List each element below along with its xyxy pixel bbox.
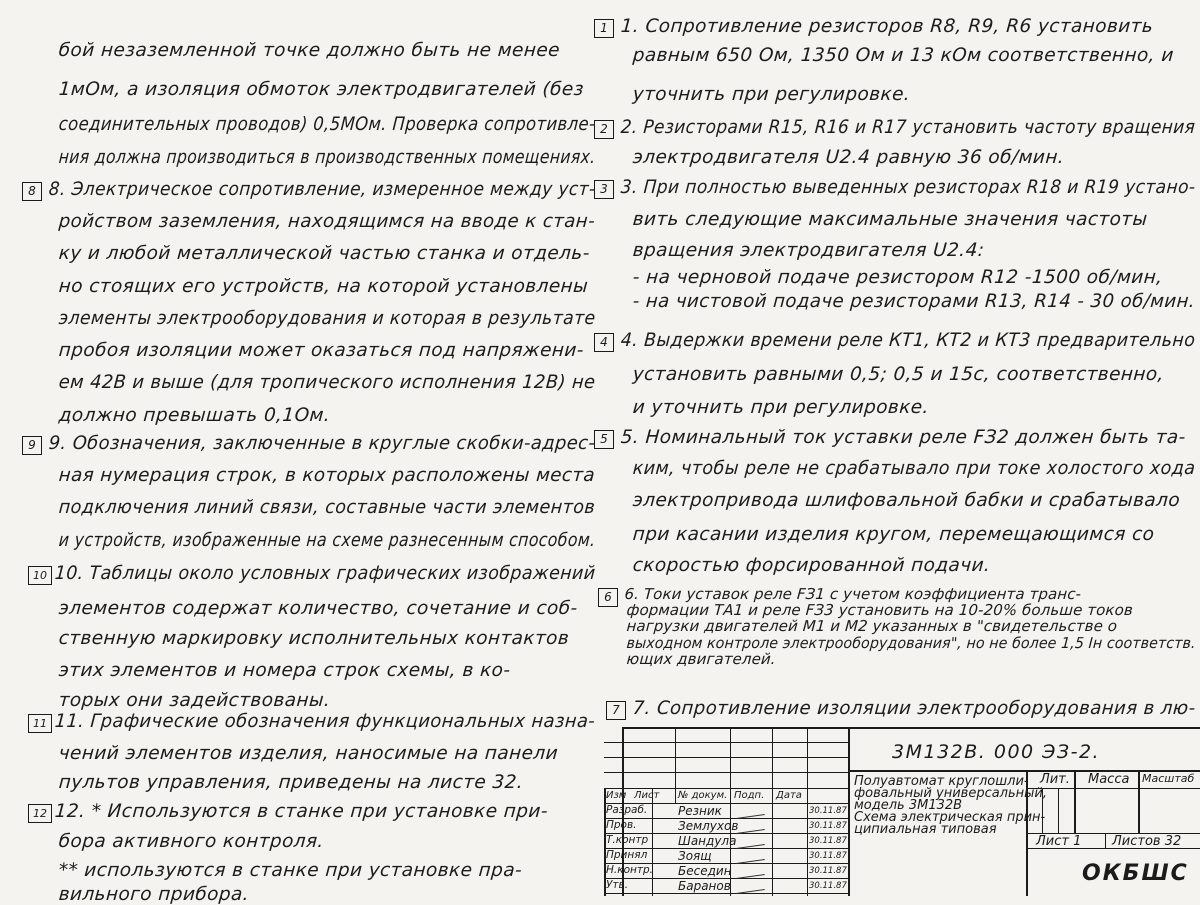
right-text-line: 5. Номинальный ток уставки реле FЗ2 должен быть та- (620, 427, 1187, 448)
signoff-date: 30.11.87 (809, 881, 847, 891)
right-text-line: при касании изделия кругом, перемещающимся со (632, 524, 1156, 545)
sheets-label: Листов 32 (1112, 834, 1182, 849)
signoff-name: Беседин (678, 864, 732, 878)
right-item-number-box: 6 (598, 588, 618, 607)
left-text-line: ** используются в станке при установке пра- (58, 860, 523, 881)
left-text-line: и устройств, изображенные на схеме разнесенным способом. (58, 530, 597, 551)
signoff-name: Баранов (678, 879, 731, 893)
revision-header-cell: Лист (634, 790, 660, 801)
left-text-line: но стоящих его устройств, на которой установлены (58, 276, 589, 297)
left-text-line: 8. Электрическое сопротивление, измеренное между уст- (48, 179, 597, 200)
signoff-role: Н.контр. (606, 864, 653, 876)
signoff-name: Зоящ (678, 849, 712, 863)
right-text-line: уточнить при регулировке. (632, 84, 911, 105)
right-text-line: вращения электродвигателя U2.4: (632, 240, 986, 261)
product-name-line: модель 3М132В (854, 798, 963, 813)
right-text-line: электропривода шлифовальной бабки и срабатывало (632, 490, 1181, 511)
signoff-date: 30.11.87 (809, 866, 847, 876)
signoff-role: Разраб. (606, 804, 648, 816)
left-text-line: 1мОм, а изоляция обмоток электродвигателей (без (58, 79, 585, 100)
signoff-date: 30.11.87 (809, 821, 847, 831)
left-item-number-box: 10 (28, 566, 52, 585)
right-text-line: выходном контроле электрооборудования", но не более 1,5 Iн соответств. (626, 634, 1197, 652)
left-item-number-box: 12 (28, 804, 52, 823)
signoff-name: Резник (678, 804, 722, 818)
revision-header-cell: Изм (606, 790, 627, 801)
right-text-line: - на черновой подаче резистором R12 -1500 об/мин, (632, 267, 1164, 288)
left-text-line: ственную маркировку исполнительных контактов (58, 628, 570, 649)
left-text-line: 9. Обозначения, заключенные в круглые скобки-адрес- (48, 433, 597, 454)
left-text-line: ния должна производиться в производственных помещениях. (58, 147, 597, 168)
left-text-line: должно превышать 0,1Ом. (58, 405, 331, 426)
left-text-line: вильного прибора. (58, 884, 250, 905)
signoff-role: Принял (606, 849, 648, 861)
signoff-date: 30.11.87 (809, 836, 847, 846)
left-text-line: пробоя изоляции может оказаться под напряжени- (58, 340, 585, 361)
right-text-line: 4. Выдержки времени реле КТ1, КТ2 и КТ3 предварительно (620, 330, 1197, 351)
department-code: ОКБШС (1082, 861, 1189, 886)
left-item-number-box: 11 (28, 714, 52, 733)
revision-header-cell: Подп. (734, 790, 765, 801)
right-text-line: формации ТА1 и реле FЗ3 установить на 10-20% больше токов (626, 601, 1134, 619)
title-block (606, 727, 1200, 896)
scale-label: Масштаб (1142, 772, 1195, 785)
right-text-line: и уточнить при регулировке. (632, 397, 930, 418)
lit-label: Лит. (1040, 772, 1070, 787)
right-item-number-box: 2 (594, 120, 614, 139)
right-text-line: электродвигателя U2.4 равную 36 об/мин. (632, 147, 1065, 168)
signoff-name: Землухов (678, 819, 739, 833)
left-text-line: 12. * Используются в станке при установке при- (54, 801, 549, 822)
right-item-number-box: 3 (594, 180, 614, 199)
product-name-line: фовальный универсальный, (854, 786, 1047, 801)
product-name-line: Схема электрическая прин- (854, 810, 1046, 825)
signoff-role: Т.контр (606, 834, 649, 846)
left-text-line: ем 42В и выше (для тропического исполнения 12В) не (58, 372, 597, 393)
revision-header-cell: № докум. (678, 790, 728, 801)
left-text-line: 10. Таблицы около условных графических изображений (54, 563, 597, 584)
left-text-line: ку и любой металлической частью станка и отдель- (58, 243, 591, 264)
right-item-number-box: 1 (594, 19, 614, 38)
right-text-line: - на чистовой подаче резисторами R13, R14 - 30 об/мин. (632, 291, 1196, 312)
right-text-line: ким, чтобы реле не срабатывало при токе холостого хода (632, 458, 1197, 479)
right-text-line: вить следующие максимальные значения частоты (632, 209, 1149, 230)
product-name-line: ципиальная типовая (854, 822, 997, 837)
right-item-number-box: 4 (594, 333, 614, 352)
product-name-line: Полуавтомат круглошли- (854, 774, 1029, 789)
left-text-line: ройством заземления, находящимся на вводе к стан- (58, 211, 596, 232)
right-text-line: 6. Токи уставок реле FЗ1 с учетом коэффициента транс- (624, 585, 1082, 603)
left-text-line: бора активного контроля. (58, 831, 325, 852)
right-item-number-box: 5 (594, 430, 614, 449)
right-text-line: 1. Сопротивление резисторов R8, R9, R6 установить (620, 16, 1154, 37)
signoff-role: Утв. (606, 879, 629, 891)
left-text-line: элементы электрооборудования и которая в результате (58, 308, 597, 329)
right-text-line: 2. Резисторами R15, R16 и R17 установить частоту вращения (620, 117, 1197, 138)
signoff-date: 30.11.87 (809, 851, 847, 861)
right-text-line: 7. Сопротивление изоляции электрооборудования в лю- (632, 698, 1197, 719)
left-text-line: торых они задействованы. (58, 690, 332, 711)
signoff-role: Пров. (606, 819, 637, 831)
mass-label: Масса (1088, 772, 1130, 787)
left-text-line: ная нумерация строк, в которых расположены места (58, 465, 596, 486)
right-text-line: ющих двигателей. (626, 650, 777, 668)
signature-mark (735, 877, 765, 894)
left-text-line: подключения линий связи, составные части элементов (58, 497, 596, 518)
left-text-line: этих элементов и номера строк схемы, в ко- (58, 660, 512, 681)
right-text-line: нагрузки двигателей М1 и М2 указанных в "свидетельстве о (626, 617, 1118, 635)
right-text-line: равным 650 Ом, 1350 Ом и 13 кОм соответственно, и (632, 45, 1175, 66)
left-text-line: пультов управления, приведены на листе 32. (58, 772, 524, 793)
revision-header-cell: Дата (776, 790, 802, 801)
sheet-label: Лист 1 (1036, 834, 1082, 849)
right-text-line: 3. При полностью выведенных резисторах R18 и R19 устано- (620, 177, 1197, 198)
left-text-line: элементов содержат количество, сочетание и соб- (58, 598, 579, 619)
left-text-line: соединительных проводов) 0,5МОм. Проверка сопротивле- (58, 114, 597, 135)
left-text-line: чений элементов изделия, наносимые на панели (58, 743, 559, 764)
signoff-name: Шандула (678, 834, 737, 848)
left-text-line: бой незаземленной точке должно быть не менее (58, 40, 561, 61)
left-text-line: 11. Графические обозначения функциональных назна- (54, 711, 596, 732)
left-item-number-box: 8 (22, 182, 42, 201)
right-item-number-box: 7 (606, 701, 626, 720)
designation: 3М132В. 000 ЭЗ-2. (892, 741, 1101, 763)
left-item-number-box: 9 (22, 436, 42, 455)
right-text-line: скоростью форсированной подачи. (632, 555, 992, 576)
signoff-date: 30.11.87 (809, 806, 847, 816)
right-text-line: установить равными 0,5; 0,5 и 15с, соответственно, (632, 364, 1165, 385)
